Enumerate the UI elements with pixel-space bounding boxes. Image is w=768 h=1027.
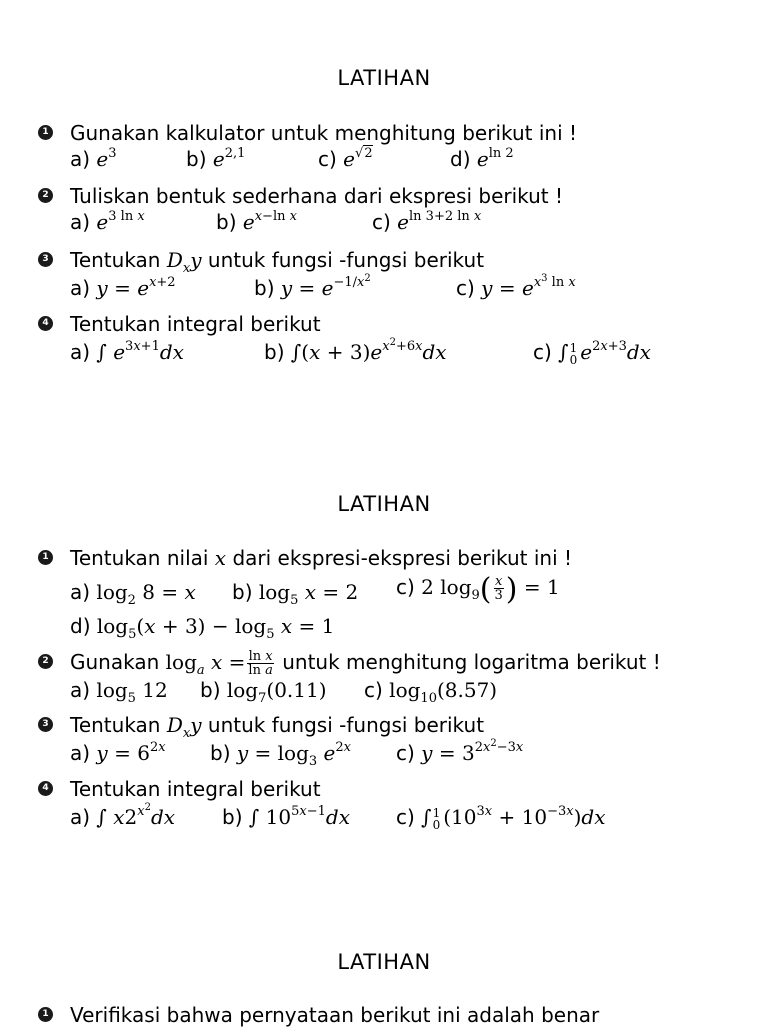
question-text: Verifikasi bahwa pernyataan berikut ini adalah benar: [70, 1003, 600, 1027]
option-b: b) ∫ $10^{5x-1}dx$: [222, 804, 350, 829]
option-c: c) $\log_{10}(8.57)$: [364, 678, 498, 706]
option-a: a) $e^3$: [70, 146, 117, 171]
option-a: a) $e^{3 ln x}$: [70, 209, 145, 234]
option-a: a) $y = e^{x+2}$: [70, 275, 176, 300]
number-bullet: 1: [38, 1007, 53, 1022]
slide-title: LATIHAN: [337, 492, 431, 516]
option-b: b) $e^{x-ln x}$: [216, 209, 297, 234]
option-c: c) $y = e^{x^3 ln x}$: [456, 273, 576, 300]
option-c: c) $e^{ln 3+2 ln x}$: [372, 209, 482, 234]
number-bullet: 1: [38, 550, 53, 565]
option-b: b) $\log_7(0.11)$: [200, 678, 327, 706]
option-c: c) $y = 3^{2x^2-3x}$: [396, 738, 524, 765]
option-d: d) $\log_5(x + 3) - \log_5 x = 1$: [70, 614, 335, 642]
question-text: Tentukan integral berikut: [70, 312, 321, 336]
number-bullet: 4: [38, 781, 53, 796]
question-text: Tentukan $D_xy$ untuk fungsi -fungsi berikut: [70, 248, 485, 276]
option-a: a) ∫ $x2^{x^2}dx$: [70, 802, 176, 829]
number-bullet: 3: [38, 717, 53, 732]
question-text: Tentukan integral berikut: [70, 777, 321, 801]
option-a: a) $\log_2 8 = x$: [70, 580, 196, 608]
question-text: Tentukan nilai x dari ekspresi-ekspresi berikut ini !: [70, 546, 573, 570]
option-a: a) $y = 6^{2x}$: [70, 740, 166, 765]
option-b: b) $y = \log_3 e^{2x}$: [210, 740, 351, 769]
option-a: a) $\log_5 12$: [70, 678, 168, 706]
question-text: Gunakan $\log_a x$ = $\frac{\text{ln x}}{\text{ln a}}$ untuk menghitung logaritma berikut !: [70, 649, 661, 678]
slide-title: LATIHAN: [337, 950, 431, 974]
question-text: Gunakan kalkulator untuk menghitung berikut ini !: [70, 121, 578, 145]
option-b: b) $e^{2,1}$: [186, 146, 246, 171]
number-bullet: 1: [38, 125, 53, 140]
question-text: Tuliskan bentuk sederhana dari ekspresi berikut !: [70, 184, 564, 208]
slide-title: LATIHAN: [337, 66, 431, 90]
option-a: a) ∫ $e^{3x+1}dx$: [70, 339, 184, 364]
question-text: Tentukan $D_xy$ untuk fungsi -fungsi berikut: [70, 713, 485, 741]
option-c: c) ∫ 1 0 $e^{2x+3}dx$: [533, 339, 651, 367]
option-c: c) $e^{√2}$: [318, 146, 373, 171]
number-bullet: 3: [38, 252, 53, 267]
option-b: b) $\int(x + 3)e^{x^2+6x}dx$: [264, 337, 447, 364]
number-bullet: 4: [38, 316, 53, 331]
option-b: b) $y = e^{-1/x^2}$: [254, 273, 371, 300]
number-bullet: 2: [38, 654, 53, 669]
option-c: c) 2 $\log_9$( $\frac{x}{3}$ ) = 1: [396, 572, 560, 607]
option-d: d) $e^{ln 2}$: [450, 146, 514, 171]
number-bullet: 2: [38, 188, 53, 203]
option-b: b) $\log_5 x = 2$: [232, 580, 359, 608]
option-c: c) ∫ 1 0 $(10^{3x} + 10^{-3x})dx$: [396, 804, 606, 832]
